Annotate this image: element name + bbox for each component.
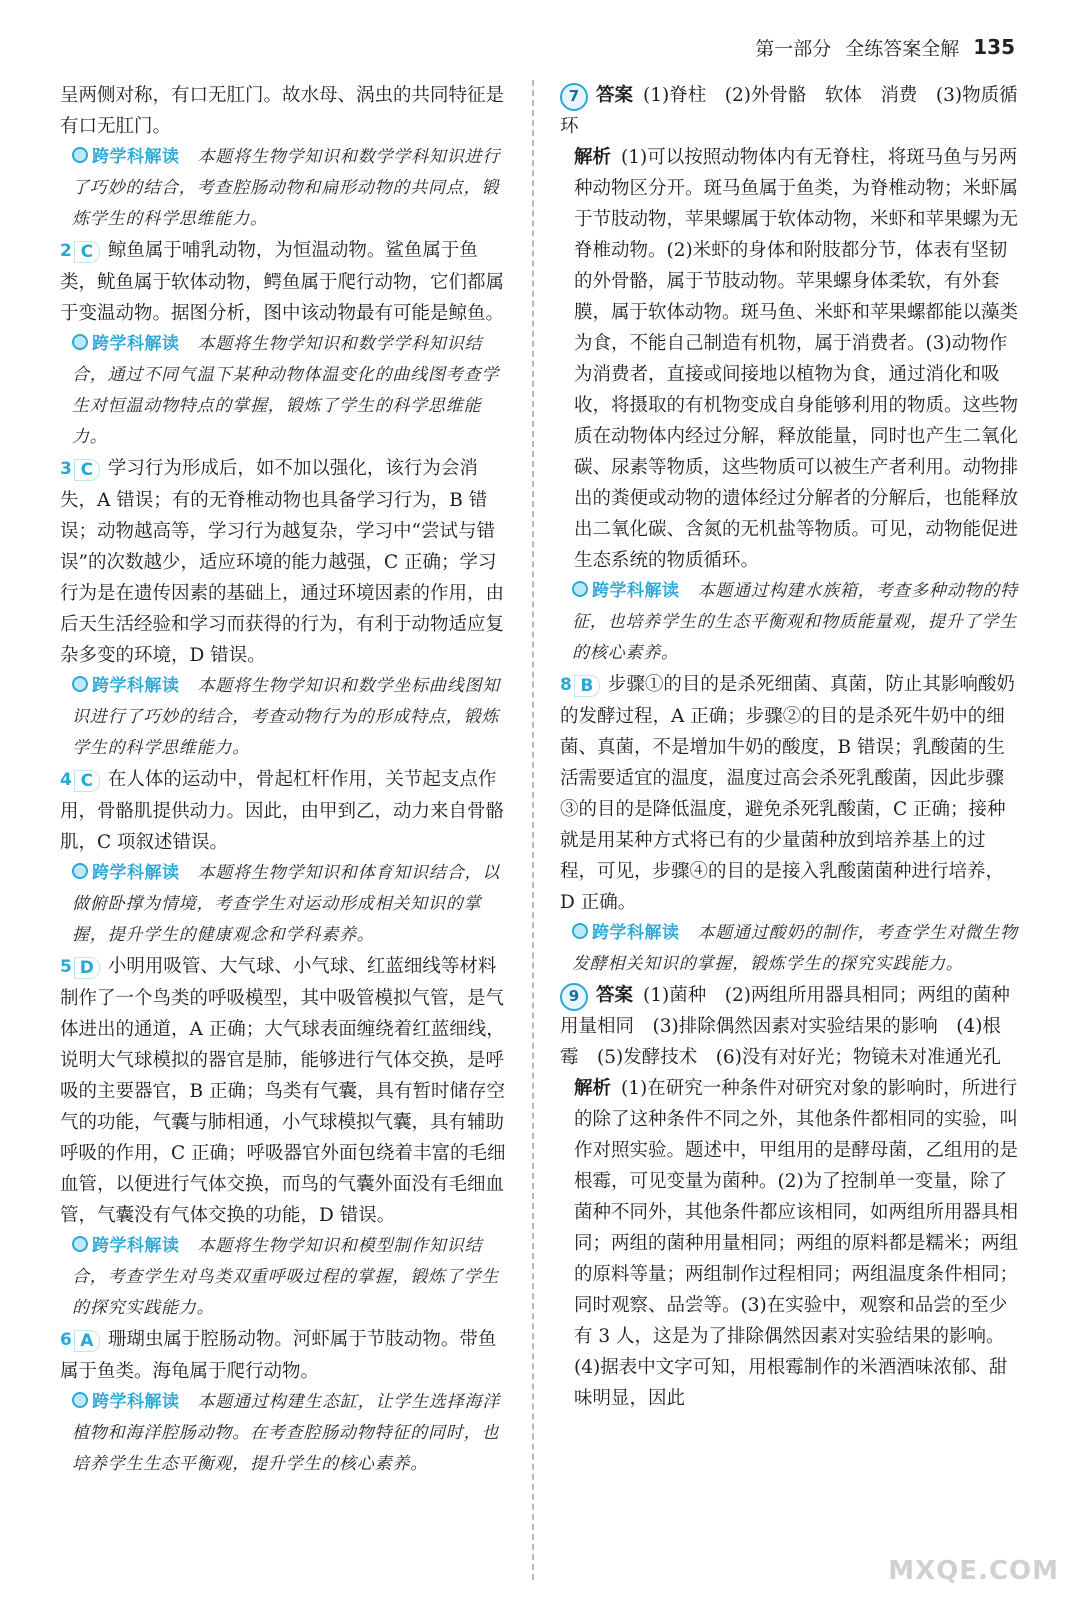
cross-reading-text: 本题将生物学知识和数学学科知识结合，通过不同气温下某种动物体温变化的曲线图考查学生对恒温动物特点的掌握，锻炼了学生的科学思维能力。 bbox=[72, 334, 500, 447]
question-number: 8 B bbox=[560, 670, 600, 701]
answer-badge: A bbox=[74, 1330, 100, 1352]
question-2 bbox=[60, 235, 510, 329]
cross-reading bbox=[60, 329, 510, 453]
question-number: 2 C bbox=[60, 236, 100, 267]
answer-badge: B bbox=[574, 675, 600, 697]
analysis-text: (1)可以按照动物体内有无脊柱，将斑马鱼与另两种动物区分开。斑马鱼属于鱼类，为脊椎动物；米虾属于节肢动物，苹果螺属于软体动物，米虾和苹果螺为无脊椎动物。(2)米虾的身体和附肢都分节，体表有坚韧的外骨骼，属于节肢动物。苹果螺身体柔软，有外套膜，属于软体动物。斑马鱼、米虾和苹果螺都能以藻类为食，不能自己制造有机物，属于消费者。(3)动物作为消费者，直接或间接地以植物为食，通过消化和吸收，将摄取的有机物变成自身能够利用的物质。这些物质在动物体内经过分解，释放能量，同时也产生二氧化碳、尿素等物质，这些物质可以被生产者利用。动物排出的粪便或动物的遗体经过分解者的分解后，也能释放出二氧化碳、含氮的无机盐等物质。可见，动物能促进生态系统的物质循环。 bbox=[574, 147, 1019, 571]
question-number-circle: 7 bbox=[560, 83, 588, 111]
cross-dot-icon bbox=[72, 676, 88, 692]
question-number: 4 C bbox=[60, 765, 100, 796]
cross-dot-icon bbox=[72, 1392, 88, 1408]
column-divider bbox=[532, 80, 534, 1580]
cross-dot-icon bbox=[72, 147, 88, 163]
cross-reading-tag: 跨学科解读 bbox=[72, 1392, 180, 1412]
page-number: 135 bbox=[973, 35, 1015, 59]
analysis-label: 解析 bbox=[574, 1078, 612, 1099]
question-text: 小明用吸管、大气球、小气球、红蓝细线等材料制作了一个鸟类的呼吸模型，其中吸管模拟气管，是气体进出的通道，A 正确；大气球表面缠绕着红蓝细线，说明大气球模拟的器官是肺，能够进行气体交换，是呼吸的主要器官，B 正确；鸟类有气囊，具有暂时储存空气的功能，气囊与肺相通，小气球模拟气囊，具有辅助呼吸的作用，C 正确；呼吸器官外面包绕着丰富的毛细血管，以便进行气体交换，而鸟的气囊外面没有毛细血管，气囊没有气体交换的功能，D 错误。 bbox=[60, 956, 506, 1226]
analysis-text: (1)在研究一种条件对研究对象的影响时，所进行的除了这种条件不同之外，其他条件都相同的实验，叫作对照实验。题述中，甲组用的是酵母菌，乙组用的是根霉，可见变量为菌种。(2)为了控制单一变量，除了菌种不同外，其他条件都应该相同，如两组所用器具相同；两组的菌种用量相同；两组的原料都是糯米；两组的原料等量；两组制作过程相同；两组温度条件相同；同时观察、品尝等。(3)在实验中，观察和品尝的至少有 3 人，这是为了排除偶然因素对实验结果的影响。(4)据表中文字可知，用根霉制作的米酒酒味浓郁、甜味明显，因此 bbox=[574, 1078, 1019, 1409]
cross-dot-icon bbox=[72, 1236, 88, 1252]
answer-text: (1)脊柱 (2)外骨骼 软体 消费 (3)物质循环 bbox=[560, 85, 1018, 137]
cross-reading bbox=[60, 1387, 510, 1480]
answer-label: 答案 bbox=[596, 85, 634, 106]
cross-reading bbox=[60, 142, 510, 235]
cross-dot-icon bbox=[572, 581, 588, 597]
cross-dot-icon bbox=[72, 334, 88, 350]
header-book-title: 全练答案全解 bbox=[845, 37, 960, 60]
question-5 bbox=[60, 951, 510, 1231]
cross-reading-tag: 跨学科解读 bbox=[72, 863, 180, 883]
left-column bbox=[60, 80, 510, 1480]
right-column bbox=[560, 80, 1018, 1414]
question-number: 5 D bbox=[60, 952, 100, 983]
answer-badge: C bbox=[74, 459, 100, 481]
cross-reading bbox=[60, 671, 510, 764]
question-text: 珊瑚虫属于腔肠动物。河虾属于节肢动物。带鱼属于鱼类。海龟属于爬行动物。 bbox=[60, 1329, 497, 1382]
header-section: 第一部分 bbox=[755, 37, 832, 60]
cross-reading-tag: 跨学科解读 bbox=[72, 676, 180, 696]
question-7-answer bbox=[560, 80, 1018, 142]
cross-reading-tag: 跨学科解读 bbox=[72, 1236, 180, 1256]
answer-badge: D bbox=[74, 957, 100, 979]
answer-badge: C bbox=[74, 241, 100, 263]
question-8 bbox=[560, 669, 1018, 918]
question-9-analysis bbox=[560, 1073, 1018, 1414]
cross-reading-text: 本题将生物学知识和模型制作知识结合，考查学生对鸟类双重呼吸过程的掌握，锻炼了学生的探究实践能力。 bbox=[72, 1236, 500, 1318]
question-6 bbox=[60, 1324, 510, 1387]
watermark: MXQE.COM bbox=[888, 1556, 1059, 1586]
question-text: 学习行为形成后，如不加以强化，该行为会消失，A 错误；有的无脊椎动物也具备学习行为，B 错误；动物越高等，学习行为越复杂，学习中“尝试与错误”的次数越少，适应环境的能力越强，C 正确；学习行为是在遗传因素的基础上，通过环境因素的作用，由后天生活经验和学习而获得的行为，有利于动物适应复杂多变的环境，D 错误。 bbox=[60, 458, 505, 666]
question-7-analysis bbox=[560, 142, 1018, 576]
cross-reading bbox=[60, 1231, 510, 1324]
cross-reading bbox=[560, 918, 1018, 980]
question-number: 3 C bbox=[60, 454, 100, 485]
question-number: 6 A bbox=[60, 1325, 100, 1356]
cross-reading-text: 本题将生物学知识和体育知识结合，以做俯卧撑为情境，考查学生对运动形成相关知识的掌握，提升学生的健康观念和学科素养。 bbox=[72, 863, 501, 945]
cross-reading bbox=[560, 576, 1018, 669]
cross-reading-text: 本题通过构建水族箱，考查多种动物的特征，也培养学生的生态平衡观和物质能量观，提升了学生的核心素养。 bbox=[572, 581, 1018, 663]
cross-reading-text: 本题通过构建生态缸，让学生选择海洋植物和海洋腔肠动物。在考查腔肠动物特征的同时，也培养学生生态平衡观，提升学生的核心素养。 bbox=[72, 1392, 501, 1474]
cross-reading-text: 本题将生物学知识和数学坐标曲线图知识进行了巧妙的结合，考查动物行为的形成特点，锻炼学生的科学思维能力。 bbox=[72, 676, 501, 758]
question-4 bbox=[60, 764, 510, 858]
question-text: 在人体的运动中，骨起杠杆作用，关节起支点作用，骨骼肌提供动力。因此，由甲到乙，动力来自骨骼肌，C 项叙述错误。 bbox=[60, 769, 505, 853]
intro-text: 呈两侧对称，有口无肛门。故水母、涡虫的共同特征是有口无肛门。 bbox=[60, 85, 505, 137]
question-3 bbox=[60, 453, 510, 671]
answer-text: (1)菌种 (2)两组所用器具相同；两组的菌种用量相同 (3)排除偶然因素对实验结果的影响 (4)根霉 (5)发酵技术 (6)没有对好光；物镜未对准通光孔 bbox=[560, 985, 1010, 1068]
cross-reading bbox=[60, 858, 510, 951]
question-text: 鲸鱼属于哺乳动物，为恒温动物。鲨鱼属于鱼类，鱿鱼属于软体动物，鳄鱼属于爬行动物，它们都属于变温动物。据图分析，图中该动物最有可能是鲸鱼。 bbox=[60, 240, 505, 324]
cross-reading-tag: 跨学科解读 bbox=[72, 334, 180, 354]
question-number-circle: 9 bbox=[560, 983, 588, 1011]
page-header bbox=[755, 30, 1015, 64]
cross-dot-icon bbox=[572, 923, 588, 939]
cross-reading-tag: 跨学科解读 bbox=[572, 923, 680, 943]
question-text: 步骤①的目的是杀死细菌、真菌，防止其影响酸奶的发酵过程，A 正确；步骤②的目的是杀死牛奶中的细菌、真菌，不是增加牛奶的酸度，B 错误；乳酸菌的生活需要适宜的温度，温度过高会杀死乳酸菌，因此步骤③的目的是降低温度，避免杀死乳酸菌，C 正确；接种就是用某种方式将已有的少量菌种放到培养基上的过程，可见，步骤④的目的是接入乳酸菌菌种进行培养，D 正确。 bbox=[560, 674, 1015, 913]
analysis-label: 解析 bbox=[574, 147, 612, 168]
cross-reading-tag: 跨学科解读 bbox=[72, 147, 180, 167]
answer-badge: C bbox=[74, 770, 100, 792]
cross-reading-text: 本题将生物学知识和数学学科知识进行了巧妙的结合，考查腔肠动物和扁形动物的共同点，锻炼学生的科学思维能力。 bbox=[72, 147, 501, 229]
cross-reading-text: 本题通过酸奶的制作，考查学生对微生物发酵相关知识的掌握，锻炼学生的探究实践能力。 bbox=[572, 923, 1018, 974]
cross-dot-icon bbox=[72, 863, 88, 879]
question-9-answer bbox=[560, 980, 1018, 1073]
cross-reading-tag: 跨学科解读 bbox=[572, 581, 680, 601]
answer-label: 答案 bbox=[596, 985, 634, 1006]
